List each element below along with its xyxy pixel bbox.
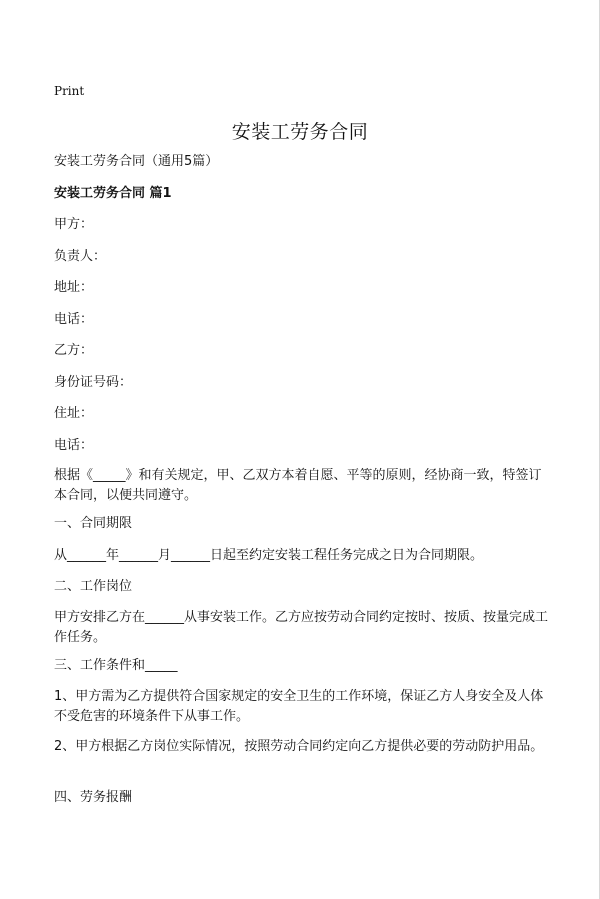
section-2-heading: 二、工作岗位 bbox=[54, 579, 133, 594]
field-phone-b: 电话： bbox=[54, 438, 94, 453]
field-party-b: 乙方： bbox=[54, 343, 94, 358]
field-id-number: 身份证号码： bbox=[54, 375, 133, 390]
section-2-text: 甲方安排乙方在______从事安装工作。乙方应按劳动合同约定按时、按质、按量完成工作任务。 bbox=[54, 610, 549, 645]
field-responsible-person: 负责人： bbox=[54, 249, 107, 264]
section-3-item-2: 2、甲方根据乙方岗位实际情况，按照劳动合同约定向乙方提供必要的劳动防护用品。 bbox=[54, 739, 544, 754]
field-party-a: 甲方： bbox=[54, 217, 94, 232]
section-4-heading: 四、劳务报酬 bbox=[54, 790, 133, 805]
section-1-heading: 一、合同期限 bbox=[54, 516, 133, 531]
field-residence-b: 住址： bbox=[54, 406, 94, 421]
document-title: 安装工劳务合同 bbox=[231, 121, 369, 143]
section-3-item-1: 1、甲方需为乙方提供符合国家规定的安全卫生的工作环境，保证乙方人身安全及人体不受危害的环境条件下从事工作。 bbox=[54, 689, 544, 724]
field-phone-a: 电话： bbox=[54, 312, 94, 327]
field-address-a: 地址： bbox=[54, 280, 94, 295]
section-heading: 安装工劳务合同 篇1 bbox=[54, 186, 172, 201]
section-1-text: 从______年______月______日起至约定安装工程任务完成之日为合同期限。 bbox=[54, 548, 484, 563]
intro-paragraph: 根据《_____》和有关规定，甲、乙双方本着自愿、平等的原则，经协商一致，特签订本合同，以便共同遵守。 bbox=[54, 468, 542, 503]
print-label: Print bbox=[54, 84, 85, 98]
document-subtitle: 安装工劳务合同（通用5篇） bbox=[54, 154, 219, 169]
section-3-heading: 三、工作条件和_____ bbox=[54, 658, 178, 673]
